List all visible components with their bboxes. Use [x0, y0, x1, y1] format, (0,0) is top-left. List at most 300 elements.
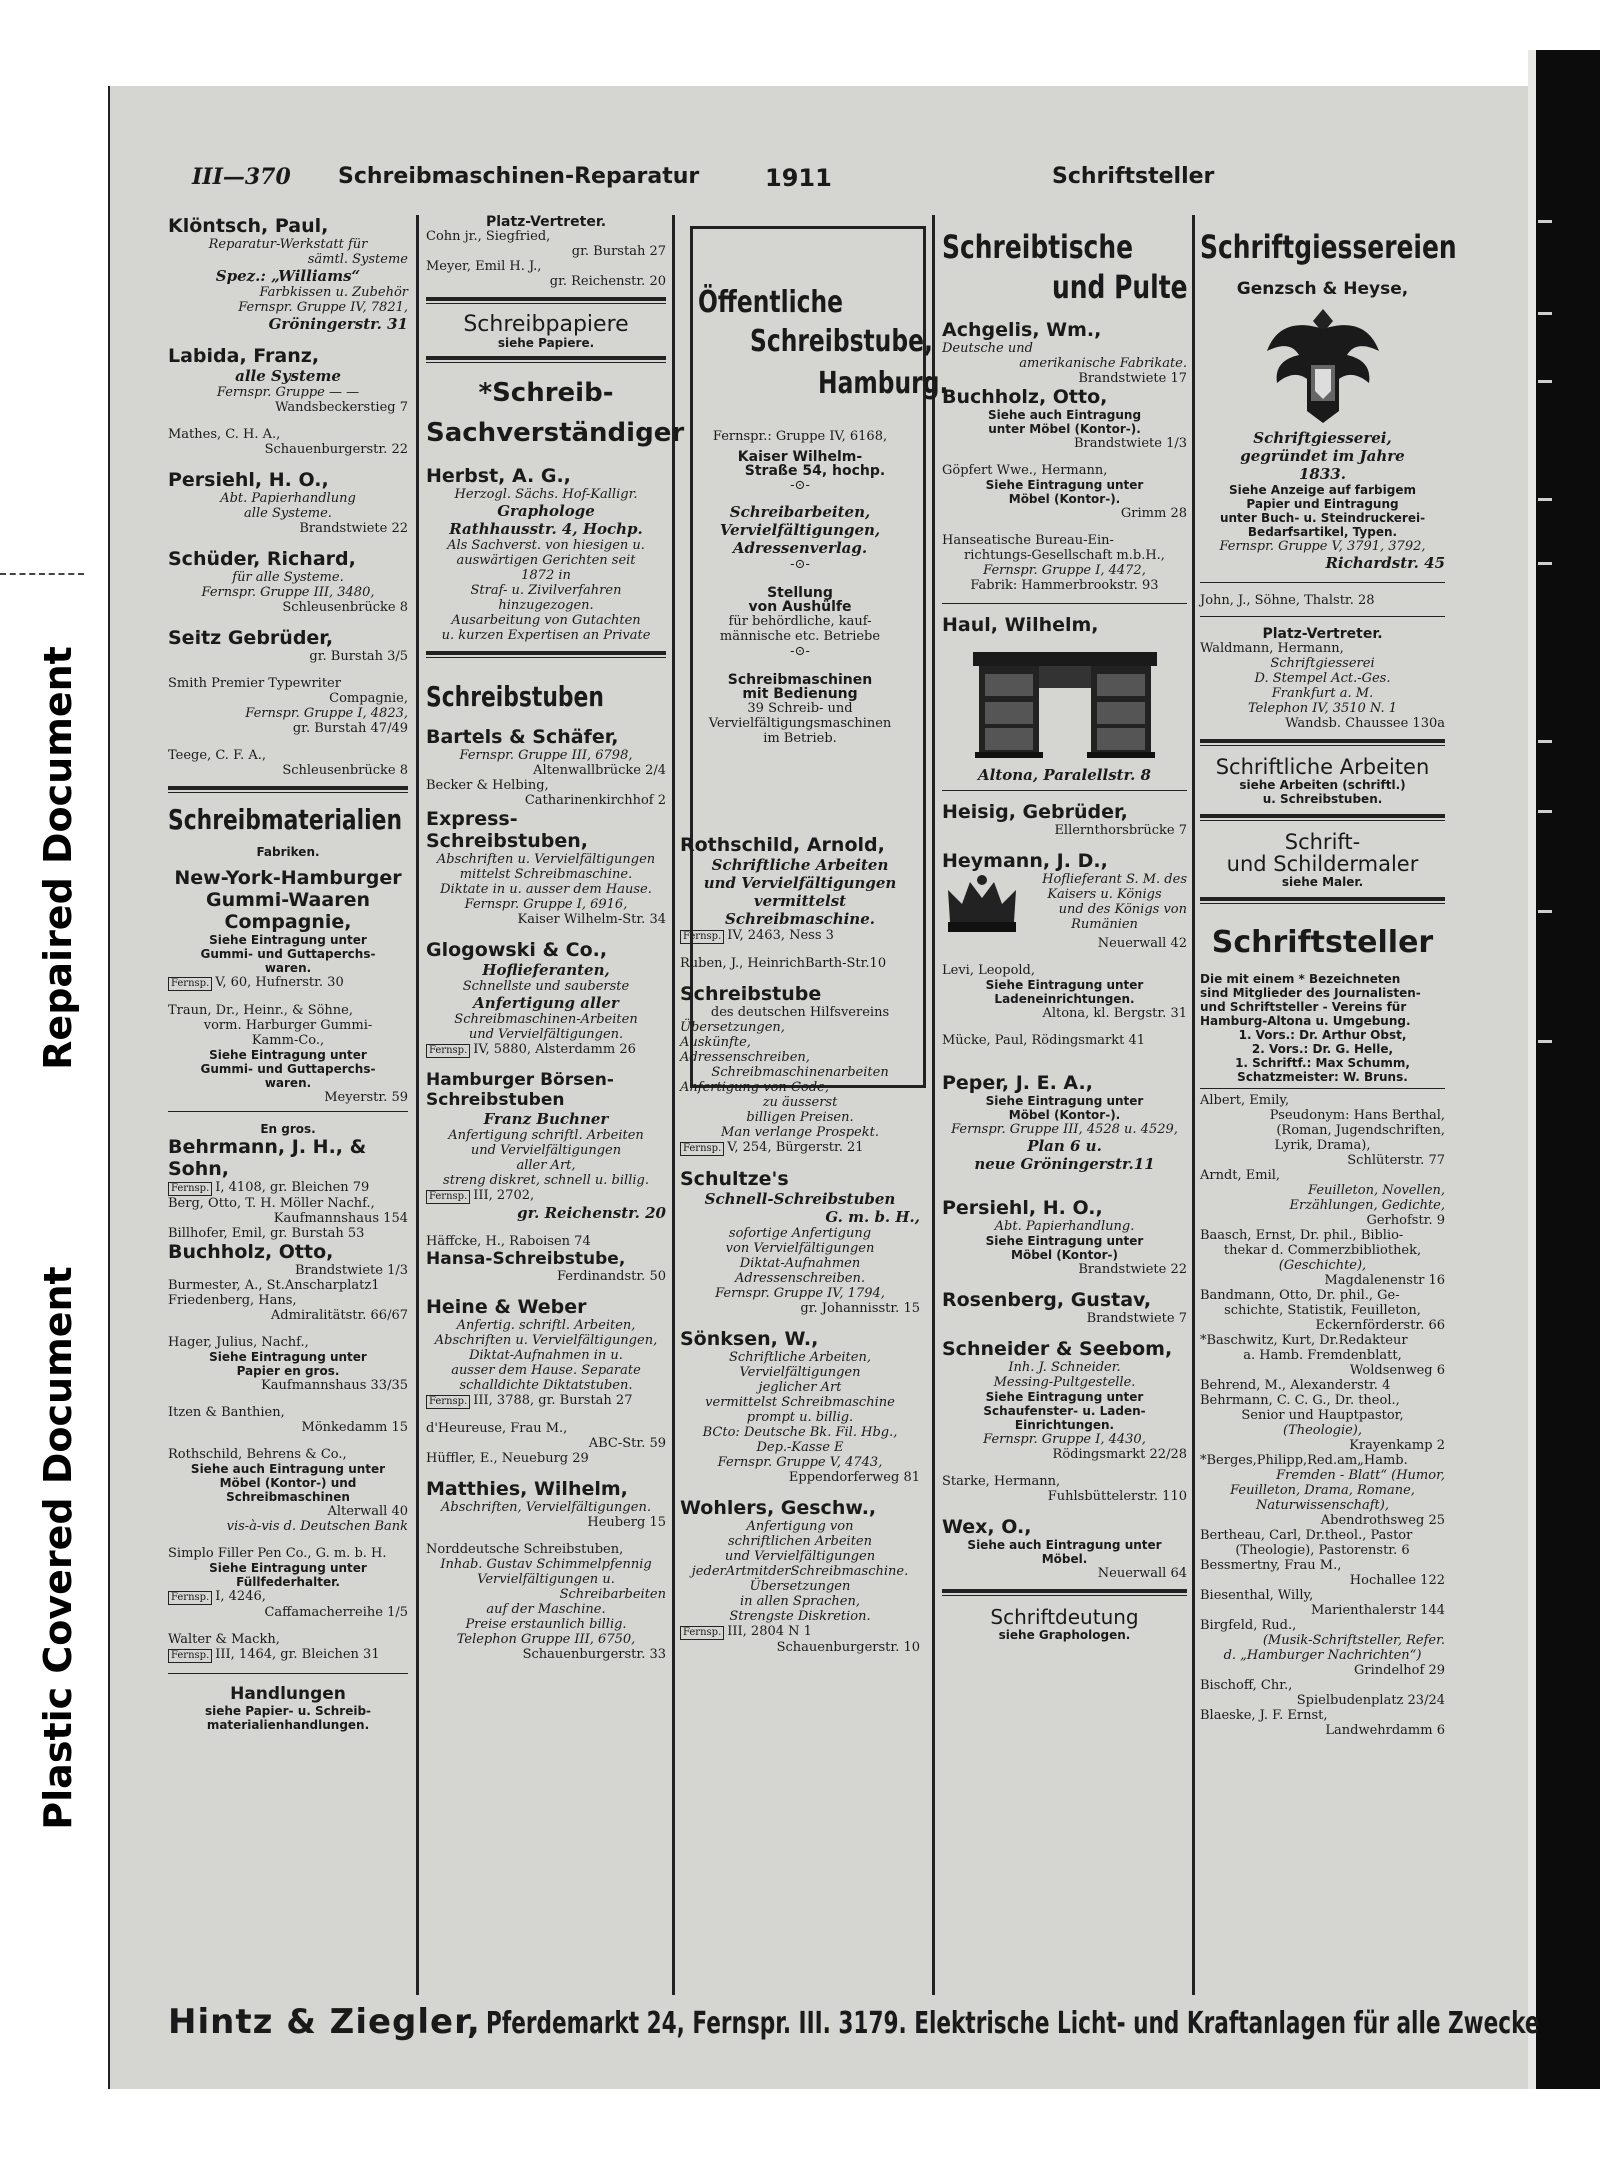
footer-advertisement: [168, 2002, 1540, 2046]
text-line: Übersetzungen: [749, 1579, 851, 1594]
text-line: von Vervielfältigungen: [725, 1241, 875, 1256]
text-line: Man verlange Prospekt.: [721, 1125, 879, 1140]
text-line: Rumänien: [1071, 917, 1138, 932]
text-line: Platz-Vertreter.: [1262, 626, 1383, 642]
text-line: Diktat-Aufnahmen: [739, 1256, 861, 1271]
entry-genzsch-heyse: [1200, 279, 1445, 572]
text-line: Plan 6 u.: [1027, 1137, 1102, 1155]
text-line: Eckernförderstr. 66: [1315, 1318, 1445, 1333]
entry-goepfert: [942, 463, 1187, 521]
text-line: Levi, Leopold,: [942, 963, 1036, 978]
text-line: Express-Schreibstuben,: [426, 808, 588, 852]
text-line: Krayenkamp 2: [1349, 1438, 1445, 1453]
text-line: zu äusserst: [762, 1095, 838, 1110]
text-line: Möbel (Kontor-).: [1008, 1108, 1121, 1122]
plastic-covered-label: Plastic Covered Document: [36, 1266, 80, 1830]
text-line: Deutsche und: [942, 341, 1033, 356]
entry-peper: [942, 1072, 1187, 1173]
text-line: Schüder, Richard,: [168, 548, 356, 570]
text-line: V, 60, Hufnerstr. 30: [215, 975, 344, 990]
fernsprecher-badge: Fernsp.: [426, 1044, 470, 1058]
text-line: Franz Buchner: [483, 1110, 609, 1128]
column-divider: [416, 215, 419, 1995]
entry-bartels: [426, 726, 666, 778]
text-line: (Geschichte),: [1278, 1258, 1367, 1273]
entry-buchholz-otto: [942, 386, 1187, 451]
entry-traun: [168, 1003, 408, 1105]
section-schreibmaterialien: Schreibmaterialien: [168, 803, 403, 836]
fernsprecher-badge: Fernsp.: [680, 1626, 724, 1640]
text-line: IV, 2463, Ness 3: [727, 928, 834, 943]
text-line: Schreibarbeiten,: [729, 503, 871, 521]
entry-haeffcke: Häffcke, H., Raboisen 74: [426, 1234, 591, 1249]
text-line: Heine & Weber: [426, 1296, 587, 1318]
text-line: BCto: Deutsche Bk. Fil. Hbg.,: [702, 1425, 898, 1440]
text-line: siehe Graphologen.: [998, 1628, 1131, 1642]
text-line: Siehe Eintragung unter: [209, 1561, 367, 1575]
text-line: Schriftgiesserei: [1270, 656, 1375, 671]
footer-company: Hintz & Ziegler,: [168, 2002, 481, 2042]
text-line: Mönkedamm 15: [301, 1420, 408, 1435]
entry-rothschild-behrens: [168, 1447, 408, 1534]
header-section: Schreibmaschinen-Reparatur: [338, 164, 700, 189]
text-line: Meyer, Emil H. J.,: [426, 259, 542, 274]
section-schreibtische: Schreibtische: [942, 228, 1134, 266]
page-binding-edge: [1528, 50, 1600, 2089]
text-line: Fernspr. Gruppe III, 3480,: [201, 585, 375, 600]
text-line: Spez.: „Williams“: [215, 267, 361, 285]
fernsprecher-badge: Fernsp.: [168, 1649, 212, 1663]
text-line: Brandstwiete 17: [1078, 371, 1187, 386]
header-year: 1911: [765, 164, 832, 192]
text-line: gegründet im Jahre: [1240, 447, 1405, 465]
section-schreibstuben: Schreibstuben: [426, 680, 604, 713]
section-schriftliche-arbeiten: Schriftliche Arbeiten: [1215, 755, 1430, 779]
text-line: Wohlers, Geschw.,: [680, 1497, 877, 1519]
entry-walter-mackh: [168, 1632, 408, 1663]
text-line: Waldmann, Hermann,: [1200, 641, 1344, 656]
text-line: Schnellste und sauberste: [462, 979, 630, 994]
text-line: Auskünfte,: [680, 1035, 751, 1050]
text-line: Peper, J. E. A.,: [942, 1072, 1093, 1094]
text-line: Inhab. Gustav Schimmelpfennig: [440, 1557, 652, 1572]
text-line: schalldichte Diktatstuben.: [459, 1378, 633, 1393]
text-line: Siehe Eintragung unter: [985, 978, 1144, 992]
text-line: mittelst Schreibmaschine.: [459, 867, 633, 882]
text-line: Kaufmannshaus 154: [273, 1211, 408, 1226]
text-line: Schauenburgerstr. 22: [264, 442, 408, 457]
text-line: Schneider & Seebom,: [942, 1338, 1173, 1360]
text-line: Becker & Helbing,: [426, 778, 549, 793]
text-line: Straße 54, hochp.: [744, 463, 886, 479]
text-line: Möbel.: [1041, 1552, 1088, 1566]
text-line: -⊙-: [790, 557, 810, 572]
text-line: Fernspr.: Gruppe IV, 6168,: [712, 429, 888, 444]
text-line: Papier en gros.: [236, 1364, 340, 1378]
text-line: Grimm 28: [1120, 506, 1187, 521]
text-line: Einrichtungen.: [1014, 1418, 1115, 1432]
text-line: jeglicher Art: [758, 1380, 842, 1395]
text-line: Kaufmannshaus 33/35: [261, 1378, 408, 1393]
text-line: siehe Papiere.: [497, 336, 595, 350]
text-line: Heymann, J. D.,: [942, 850, 1108, 872]
text-line: schriftlichen Arbeiten: [728, 1534, 872, 1549]
text-line: Kaiser Wilhelm-: [737, 449, 863, 465]
text-line: (Theologie),: [1283, 1423, 1362, 1438]
text-line: Wex, O.,: [942, 1516, 1032, 1538]
entry-persiehl-2: [942, 1197, 1187, 1277]
text-line: sofortige Anfertigung: [728, 1226, 872, 1241]
text-line: Buchholz, Otto,: [942, 386, 1108, 408]
text-line: mit Bedienung: [742, 686, 858, 702]
text-line: Simplo Filler Pen Co., G. m. b. H.: [168, 1546, 387, 1561]
text-line: d'Heureuse, Frau M.,: [426, 1421, 568, 1436]
text-line: Brandstwiete 1/3: [294, 1263, 408, 1278]
text-line: (Roman, Jugendschriften,: [1276, 1123, 1445, 1138]
entry-teege: [168, 748, 408, 778]
text-line: sämtl. Systeme: [307, 252, 408, 267]
text-line: Fuhlsbüttelerstr. 110: [1047, 1489, 1187, 1504]
text-line: alle Systeme.: [244, 506, 332, 521]
text-line: Telephon Gruppe III, 6750,: [456, 1632, 636, 1647]
text-line: Fernspr. Gruppe IV, 1794,: [715, 1286, 885, 1301]
text-line: Die mit einem * Bezeichneten: [1200, 972, 1401, 986]
text-line: Bertheau, Carl, Dr.theol., Pastor: [1200, 1528, 1413, 1543]
text-line: Traun, Dr., Heinr., & Söhne,: [168, 1003, 354, 1018]
text-line: Rödingsmarkt 22/28: [1052, 1447, 1187, 1462]
text-line: Persiehl, H. O.,: [942, 1197, 1103, 1219]
text-line: Birgfeld, Rud.,: [1200, 1618, 1297, 1633]
text-line: Straf- u. Zivilverfahren: [470, 583, 622, 598]
text-line: Fernspr. Gruppe IV, 7821,: [238, 300, 408, 315]
fernsprecher-badge: Fernsp.: [168, 1591, 212, 1605]
text-line: Fernspr. Gruppe III, 6798,: [459, 748, 633, 763]
text-line: ausser dem Hause. Separate: [451, 1363, 641, 1378]
text-line: Göpfert Wwe., Hermann,: [942, 463, 1108, 478]
text-line: billigen Preisen.: [746, 1110, 854, 1125]
text-line: alle Systeme: [235, 367, 341, 385]
entry-dheureuse: [426, 1421, 666, 1466]
text-line: Frankfurt a. M.: [1271, 686, 1374, 701]
entry-herbst: [426, 465, 666, 643]
entry-express: [426, 808, 666, 927]
text-line: Adressenschreiben.: [735, 1271, 865, 1286]
text-line: und Vervielfältigungen: [724, 1549, 876, 1564]
text-line: -⊙-: [790, 478, 810, 493]
text-line: waren.: [264, 961, 312, 975]
text-line: 1833.: [1299, 465, 1346, 483]
entry-buchholz: [168, 1241, 408, 1323]
entry-ruben: Ruben, J., HeinrichBarth-Str.10: [680, 956, 887, 971]
text-line: gr. Reichenstr. 20: [549, 274, 666, 289]
text-line: Bedarfsartikel, Typen.: [1247, 525, 1398, 539]
text-line: Hochallee 122: [1349, 1573, 1445, 1588]
text-line: Fabrik: Hammerbrookstr. 93: [970, 578, 1159, 593]
text-line: Glogowski & Co.,: [426, 939, 608, 961]
text-line: Fernspr. Gruppe III, 4528 u. 4529,: [951, 1122, 1178, 1137]
text-line: unter Buch- u. Steindruckerei-: [1219, 511, 1426, 525]
text-line: III, 3788, gr. Burstah 27: [473, 1393, 633, 1408]
text-line: (Theologie), Pastorenstr. 6: [1235, 1543, 1410, 1558]
entry-schultze: [680, 1168, 920, 1316]
text-line: 2. Vors.: Dr. G. Helle,: [1251, 1042, 1394, 1056]
text-line: Graphologe: [497, 502, 595, 520]
text-line: Smith Premier Typewriter: [168, 676, 341, 691]
text-line: Schlüterstr. 77: [1347, 1153, 1445, 1168]
text-line: Neuerwall 64: [1097, 1566, 1187, 1581]
text-line: Marienthalerstr 144: [1311, 1603, 1445, 1618]
text-line: Ladeneinrichtungen.: [994, 992, 1135, 1006]
text-line: im Betrieb.: [763, 731, 837, 746]
text-line: Fremden - Blatt“ (Humor,: [1276, 1468, 1445, 1483]
text-line: Als Sachverst. von hiesigen u.: [447, 538, 645, 553]
text-line: Catharinenkirchhof 2: [524, 793, 666, 808]
text-line: Schleusenbrücke 8: [282, 763, 408, 778]
text-line: männische etc. Betriebe: [719, 629, 881, 644]
text-line: Buchholz, Otto,: [168, 1241, 334, 1263]
text-line: Telephon IV, 3510 N. 1: [1247, 701, 1398, 716]
text-line: Schriftliche Arbeiten,: [729, 1350, 871, 1365]
text-line: vorm. Harburger Gummi-: [203, 1018, 373, 1033]
section-schriftsteller: Schriftsteller: [1211, 925, 1434, 960]
text-line: Adressenverlag.: [732, 539, 868, 557]
entry-smith-premier: [168, 676, 408, 736]
text-line: Spielbudenplatz 23/24: [1296, 1693, 1445, 1708]
text-line: Schaufenster- u. Laden-: [983, 1404, 1146, 1418]
text-line: Hoflieferant S. M. des: [1042, 872, 1187, 887]
entry-achgelis: [942, 319, 1187, 386]
text-line: Gröningerstr. 31: [268, 315, 408, 333]
column-divider: [1192, 215, 1195, 1995]
text-line: Billhofer, Emil, gr. Burstah 53: [168, 1226, 365, 1241]
entry-itzen: [168, 1405, 408, 1435]
text-line: IV, 5880, Alsterdamm 26: [473, 1042, 636, 1057]
text-line: und Vervielfältigungen: [703, 874, 897, 892]
text-line: unter Möbel (Kontor-).: [988, 422, 1141, 436]
entry-seitz: [168, 627, 408, 664]
text-line: jederArtmitderSchreibmaschine.: [691, 1564, 909, 1579]
text-line: Schnell-Schreibstuben: [704, 1190, 896, 1208]
desk-illustration: [965, 642, 1165, 762]
text-line: schichte, Statistik, Feuilleton,: [1224, 1303, 1421, 1318]
entry-hanseatische: [942, 533, 1187, 593]
text-line: Hamburger Börsen-Schreibstuben: [426, 1070, 614, 1110]
text-line: Vervielfältigungsmaschinen: [708, 716, 892, 731]
text-line: Persiehl, H. O.,: [168, 469, 329, 491]
text-line: 1. Vors.: Dr. Arthur Obst,: [1238, 1028, 1407, 1042]
text-line: Diktat-Aufnahmen in u.: [469, 1348, 623, 1363]
text-line: Stellung: [767, 585, 833, 601]
text-line: Burmester, A., St.Anscharplatz1: [168, 1278, 380, 1293]
crown-icon: [942, 872, 1022, 936]
text-line: Fernspr. Gruppe I, 6916,: [464, 897, 628, 912]
text-line: Arndt, Emil,: [1200, 1168, 1281, 1183]
text-line: Sönksen, W.,: [680, 1328, 819, 1350]
text-line: Naturwissenschaft),: [1256, 1498, 1389, 1513]
text-line: Heisig, Gebrüder,: [942, 801, 1128, 823]
text-line: Klöntsch, Paul,: [168, 215, 329, 237]
entry-hamburger-boersen: [426, 1070, 666, 1222]
text-line: Haul, Wilhelm,: [942, 614, 1099, 636]
column-2: [426, 214, 685, 1662]
entry-hager: [168, 1335, 408, 1393]
text-line: und des Königs von: [1058, 902, 1187, 917]
section-sachverstaendiger: *Schreib-Sachverständiger: [426, 378, 685, 448]
text-line: prompt u. billig.: [746, 1410, 854, 1425]
text-line: Schultze's: [680, 1168, 789, 1190]
text-line: Siehe Eintragung unter: [985, 478, 1144, 492]
text-line: und Pulte: [1052, 268, 1188, 306]
text-line: richtungs-Gesellschaft m.b.H.,: [964, 548, 1165, 563]
text-line: Abendrothsweg 25: [1320, 1513, 1445, 1528]
text-line: siehe Arbeiten (schriftl.): [1239, 778, 1406, 792]
section-schreibpapiere: Schreibpapiere: [463, 312, 629, 337]
entry-levi: [942, 963, 1187, 1021]
text-line: Anfertigung aller: [473, 994, 619, 1012]
text-line: Kaiser Wilhelm-Str. 34: [517, 912, 666, 927]
text-line: Friedenberg, Hans,: [168, 1293, 297, 1308]
column-5: [1200, 215, 1457, 1738]
text-line: Fernspr. Gruppe I, 4430,: [983, 1432, 1146, 1447]
text-line: Anfertig. schriftl. Arbeiten,: [456, 1318, 636, 1333]
text-line: Fernspr. Gruppe V, 3791, 3792,: [1219, 539, 1426, 554]
text-line: gr. Burstah 47/49: [292, 721, 408, 736]
entry-waldmann: [1200, 641, 1445, 731]
text-line: Abschriften, Vervielfältigungen.: [441, 1500, 651, 1515]
text-line: Fernspr. Gruppe I, 4472,: [983, 563, 1146, 578]
entry-behrmann: [168, 1136, 408, 1196]
text-line: Reparatur-Werkstatt für: [208, 237, 368, 252]
text-line: für alle Systeme.: [232, 570, 344, 585]
text-line: siehe Papier- u. Schreib-: [204, 1704, 372, 1718]
text-line: Adressenschreiben,: [680, 1050, 810, 1065]
text-line: sind Mitglieder des Journalisten-: [1200, 986, 1421, 1000]
entry-rosenberg: [942, 1289, 1187, 1326]
text-line: Schauenburgerstr. 33: [522, 1647, 666, 1662]
text-line: G. m. b. H.,: [825, 1208, 920, 1226]
text-line: u. kurzen Expertisen an Private: [441, 628, 651, 643]
text-line: von Aushülfe: [748, 599, 852, 615]
text-line: Seitz Gebrüder,: [168, 627, 334, 649]
entry-wohlers: [680, 1497, 920, 1655]
text-line: und Schriftsteller - Vereins für: [1200, 1000, 1407, 1014]
text-line: En gros.: [260, 1122, 316, 1136]
entry-starke: [942, 1474, 1187, 1504]
text-line: Starke, Hermann,: [942, 1474, 1061, 1489]
fernsprecher-badge: Fernsp.: [426, 1190, 470, 1204]
text-line: Möbel (Kontor-).: [1008, 492, 1121, 506]
text-line: Schauenburgerstr. 10: [776, 1640, 920, 1655]
text-line: Rosenberg, Gustav,: [942, 1289, 1152, 1311]
text-line: Abschriften u. Vervielfältigungen,: [434, 1333, 658, 1348]
entry-muecke: Mücke, Paul, Rödingsmarkt 41: [942, 1033, 1146, 1048]
entry-norddeutsche: [426, 1542, 666, 1662]
footer-text: Pferdemarkt 24, Fernspr. III. 3179. Elektrische Licht- und Kraftanlagen für alle Zwecke: [486, 2006, 1540, 2041]
text-line: Biesenthal, Willy,: [1200, 1588, 1314, 1603]
entry-hansa: [426, 1249, 666, 1284]
entry-heymann: [942, 850, 1187, 951]
text-line: Brandstwiete 7: [1086, 1311, 1187, 1326]
text-line: Baasch, Ernst, Dr. phil., Biblio-: [1200, 1228, 1404, 1243]
text-line: Hamburg-Altona u. Umgebung.: [1200, 1014, 1411, 1028]
eagle-crest-icon: [1263, 299, 1383, 429]
entry-new-york-hamburger: [168, 867, 408, 991]
text-line: Caffamacherreihe 1/5: [264, 1605, 408, 1620]
text-line: Siehe Eintragung unter: [985, 1234, 1144, 1248]
text-line: Grindelhof 29: [1354, 1663, 1445, 1678]
text-line: Schreibmaschinen-Arbeiten: [454, 1012, 638, 1027]
text-line: Bessmertny, Frau M.,: [1200, 1558, 1342, 1573]
text-line: *Baschwitz, Kurt, Dr.Redakteur: [1200, 1333, 1408, 1348]
text-line: Ausarbeitung von Gutachten: [451, 613, 641, 628]
text-line: I, 4246,: [215, 1589, 266, 1604]
side-panel: [0, 0, 108, 2177]
text-line: Behrmann, C. C. G., Dr. theol.,: [1200, 1393, 1400, 1408]
text-line: Schreibmaschinen: [727, 672, 873, 688]
section-schriftdeutung: Schriftdeutung: [990, 1605, 1139, 1629]
entry-schneider-seebom: [942, 1338, 1187, 1462]
column-divider: [932, 215, 935, 1995]
text-line: Siehe auch Eintragung unter: [190, 1462, 386, 1476]
entry-schueder: [168, 548, 408, 615]
text-line: Rathhausstr. 4, Hochp.: [449, 520, 643, 538]
text-line: gr. Johannisstr. 15: [800, 1301, 920, 1316]
text-line: Strengste Diskretion.: [729, 1609, 871, 1624]
text-line: Ellernthorsbrücke 7: [1054, 823, 1187, 838]
text-line: Neuerwall 42: [1097, 936, 1187, 951]
text-line: Behrend, M., Alexanderstr. 4: [1200, 1378, 1391, 1393]
text-line: III, 2804 N 1: [727, 1624, 812, 1639]
text-line: Schriftgiesserei,: [1253, 429, 1392, 447]
text-line: Altona, kl. Bergstr. 31: [1042, 1006, 1187, 1021]
text-line: amerikanische Fabrikate.: [1019, 356, 1187, 371]
text-line: Pseudonym: Hans Berthal,: [1269, 1108, 1445, 1123]
text-line: Vervielfältigungen u.: [477, 1572, 615, 1587]
text-line: Möbel (Kontor-): [1011, 1248, 1118, 1262]
text-line: Schreibmaschinenarbeiten: [711, 1065, 889, 1080]
entry-kloentsch: [168, 215, 408, 333]
text-line: *Berges,Philipp,Red.am„Hamb.: [1200, 1453, 1408, 1468]
text-line: Landwehrdamm 6: [1325, 1723, 1445, 1738]
text-line: Schriftliche Arbeiten: [711, 856, 889, 874]
text-line: Walter & Mackh,: [168, 1632, 280, 1647]
text-line: Wandsbeckerstieg 7: [275, 400, 408, 415]
text-line: Kamm-Co.,: [251, 1033, 325, 1048]
text-line: Senior und Hauptpastor,: [1241, 1408, 1404, 1423]
text-line: Ferdinandstr. 50: [556, 1269, 666, 1284]
text-line: Dep.-Kasse E: [756, 1440, 844, 1455]
text-line: Papier und Eintragung: [1246, 497, 1399, 511]
text-line: Farbkissen u. Zubehör: [259, 285, 408, 300]
text-line: Richardstr. 45: [1325, 554, 1445, 572]
entry-glogowski: [426, 939, 666, 1058]
entry-persiehl: [168, 469, 408, 536]
text-line: Compagnie,: [329, 691, 408, 706]
text-line: Inh. J. Schneider.: [1008, 1360, 1121, 1375]
text-line: Bandmann, Otto, Dr. phil., Ge-: [1200, 1288, 1400, 1303]
section-schildermaler: Schrift-: [1284, 830, 1361, 854]
column-4: [942, 215, 1187, 1642]
text-line: Gerhofstr. 9: [1366, 1213, 1445, 1228]
text-line: Platz-Vertreter.: [485, 214, 607, 230]
text-line: Meyerstr. 59: [324, 1090, 408, 1105]
text-line: Siehe Eintragung unter: [209, 933, 367, 947]
text-line: Erzählungen, Gedichte,: [1289, 1198, 1445, 1213]
fernsprecher-badge: Fernsp.: [426, 1395, 470, 1409]
text-line: Vervielfältigungen,: [719, 521, 881, 539]
text-line: ABC-Str. 59: [588, 1436, 666, 1451]
text-line: -⊙-: [790, 644, 810, 659]
